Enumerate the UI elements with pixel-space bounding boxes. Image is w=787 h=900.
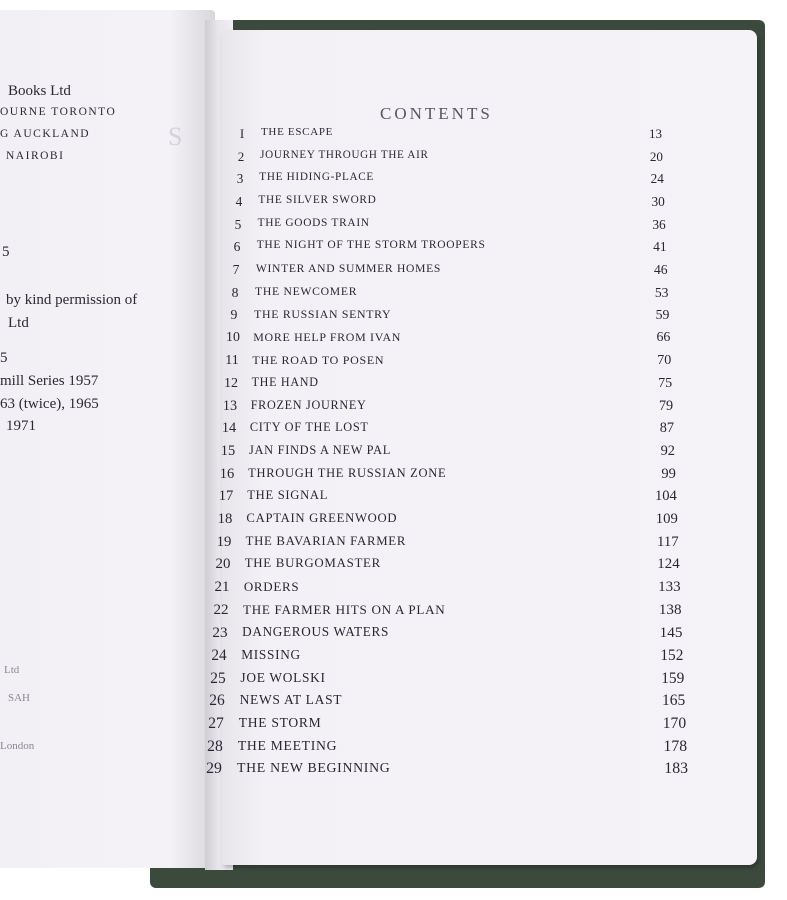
chapter-number: 10: [226, 329, 240, 345]
chapter-number: 20: [215, 556, 231, 573]
imprint-line: NAIROBI: [6, 150, 65, 162]
table-row: [218, 285, 669, 305]
chapter-number: 5: [234, 216, 242, 232]
chapter-title: THE FARMER HITS ON A PLAN: [243, 601, 446, 617]
table-row: [216, 330, 670, 350]
table-row: [206, 556, 680, 576]
chapter-number: 27: [208, 714, 224, 732]
chapter-number: 23: [212, 624, 228, 642]
chapter-page-number: 41: [653, 239, 667, 255]
table-row: [222, 194, 665, 214]
chapter-page-number: 183: [664, 760, 688, 778]
chapter-page-number: 178: [663, 737, 688, 755]
table-row: [213, 398, 673, 418]
chapter-number: 6: [233, 239, 241, 255]
chapter-title: THE HAND: [251, 375, 319, 390]
table-row: [212, 420, 674, 440]
chapter-number: 13: [222, 397, 238, 414]
chapter-number: 8: [231, 284, 239, 300]
chapter-number: 29: [206, 760, 222, 778]
contents-heading: CONTENTS: [380, 104, 493, 123]
chapter-number: 16: [219, 465, 235, 482]
table-row: [217, 307, 669, 327]
chapter-number: 4: [235, 193, 243, 209]
imprint-line: G AUCKLAND: [0, 128, 91, 140]
chapter-page-number: 30: [651, 193, 665, 209]
chapter-number: 24: [211, 646, 227, 664]
chapter-number: 12: [223, 375, 239, 392]
chapter-number: 7: [232, 261, 240, 277]
table-row: [200, 692, 685, 712]
chapter-page-number: 13: [649, 126, 662, 141]
chapter-page-number: 36: [652, 216, 666, 232]
chapter-number: 19: [216, 533, 232, 550]
chapter-page-number: 53: [654, 284, 669, 300]
chapter-page-number: 109: [655, 511, 678, 528]
table-row: [221, 217, 666, 237]
chapter-page-number: 92: [660, 443, 675, 460]
chapter-title: THE RUSSIAN SENTRY: [254, 307, 392, 322]
chapter-title: WINTER AND SUMMER HOMES: [255, 261, 442, 275]
chapter-page-number: 165: [661, 692, 686, 710]
chapter-page-number: 170: [662, 714, 687, 732]
chapter-number: 15: [220, 443, 236, 460]
table-row: [210, 466, 676, 486]
table-row: [219, 262, 668, 282]
chapter-page-number: 124: [657, 556, 680, 573]
chapter-title: NEWS AT LAST: [239, 692, 343, 708]
chapter-number: 21: [214, 579, 230, 595]
imprint-line: London: [0, 740, 35, 752]
chapter-title: THE ESCAPE: [261, 126, 334, 138]
table-row: [201, 670, 684, 690]
chapter-title: ORDERS: [243, 579, 300, 594]
table-row: [225, 126, 662, 146]
table-row: [199, 715, 686, 735]
chapter-number: 11: [225, 352, 239, 368]
chapter-title: MISSING: [241, 646, 301, 662]
chapter-page-number: 46: [653, 261, 668, 277]
table-row: [211, 443, 675, 463]
table-row: [204, 602, 682, 622]
chapter-title: THE HIDING-PLACE: [259, 171, 374, 184]
chapter-title: JAN FINDS A NEW PAL: [249, 443, 392, 458]
table-row: [215, 353, 671, 373]
chapter-page-number: 152: [660, 646, 684, 664]
chapter-title: MORE HELP FROM IVAN: [253, 329, 402, 344]
chapter-title: THE NEWCOMER: [255, 284, 358, 298]
chapter-page-number: 66: [656, 329, 671, 345]
chapter-page-number: 99: [661, 465, 676, 482]
table-row: [198, 738, 687, 758]
chapter-page-number: 24: [650, 171, 664, 187]
chapter-title: CITY OF THE LOST: [249, 420, 369, 435]
chapter-title: THE NEW BEGINNING: [237, 760, 391, 776]
imprint-line: 63 (twice), 1965: [0, 396, 99, 412]
chapter-number: 9: [230, 307, 238, 323]
chapter-title: JOE WOLSKI: [240, 669, 326, 685]
chapter-number: 2: [237, 148, 245, 164]
chapter-page-number: 20: [649, 148, 663, 164]
imprint-line: OURNE TORONTO: [0, 106, 117, 118]
chapter-number: 14: [221, 420, 237, 437]
chapter-number: 17: [218, 488, 234, 505]
table-row: [208, 511, 678, 531]
imprint-line: Ltd: [8, 315, 29, 331]
table-row: [202, 647, 683, 667]
table-row: [203, 624, 682, 644]
table-row: [224, 149, 663, 169]
imprint-line: Ltd: [4, 664, 20, 676]
table-row: [207, 534, 679, 554]
chapter-page-number: 59: [655, 307, 670, 323]
table-row: [223, 171, 664, 191]
chapter-title: THE SILVER SWORD: [258, 193, 377, 206]
table-row: [209, 488, 677, 508]
show-through-mark: S: [168, 122, 185, 151]
chapter-page-number: 138: [658, 601, 682, 618]
chapter-title: JOURNEY THROUGH THE AIR: [260, 148, 429, 161]
chapter-page-number: 87: [659, 420, 675, 437]
chapter-title: THE STORM: [238, 714, 322, 730]
chapter-page-number: 104: [654, 488, 677, 505]
imprint-line: 5: [2, 244, 10, 260]
chapter-number: 25: [210, 669, 226, 687]
chapter-title: THROUGH THE RUSSIAN ZONE: [248, 465, 447, 480]
table-row: [214, 375, 672, 395]
chapter-number: 26: [209, 692, 225, 710]
imprint-line: 1971: [6, 418, 36, 434]
chapter-page-number: 75: [658, 375, 673, 392]
chapter-number: 22: [213, 601, 229, 618]
chapter-number: 28: [207, 737, 223, 755]
chapter-number: 3: [236, 171, 244, 187]
table-row: [197, 760, 688, 780]
table-row: [205, 579, 681, 599]
chapter-title: THE BURGOMASTER: [244, 556, 381, 571]
chapter-title: FROZEN JOURNEY: [250, 397, 367, 412]
chapter-page-number: 145: [659, 624, 683, 642]
imprint-line: 5: [0, 350, 8, 366]
chapter-title: THE BAVARIAN FARMER: [245, 533, 407, 548]
chapter-page-number: 70: [657, 352, 672, 368]
imprint-line: by kind permission of: [6, 292, 138, 308]
chapter-number: I: [239, 126, 245, 141]
imprint-line: Books Ltd: [8, 83, 71, 99]
chapter-title: THE NIGHT OF THE STORM TROOPERS: [256, 239, 486, 252]
chapter-title: THE SIGNAL: [247, 488, 329, 503]
imprint-line: SAH: [8, 692, 31, 704]
chapter-page-number: 133: [658, 579, 681, 595]
chapter-page-number: 159: [661, 669, 685, 687]
chapter-title: CAPTAIN GREENWOOD: [246, 511, 398, 526]
chapter-title: THE GOODS TRAIN: [257, 216, 370, 229]
chapter-page-number: 117: [657, 533, 679, 550]
chapter-page-number: 79: [658, 397, 674, 414]
chapter-title: DANGEROUS WATERS: [242, 624, 390, 640]
imprint-line: mill Series 1957: [0, 373, 99, 389]
table-row: [220, 239, 667, 259]
chapter-number: 18: [217, 511, 233, 528]
chapter-title: THE MEETING: [237, 737, 338, 753]
chapter-title: THE ROAD TO POSEN: [252, 352, 385, 367]
